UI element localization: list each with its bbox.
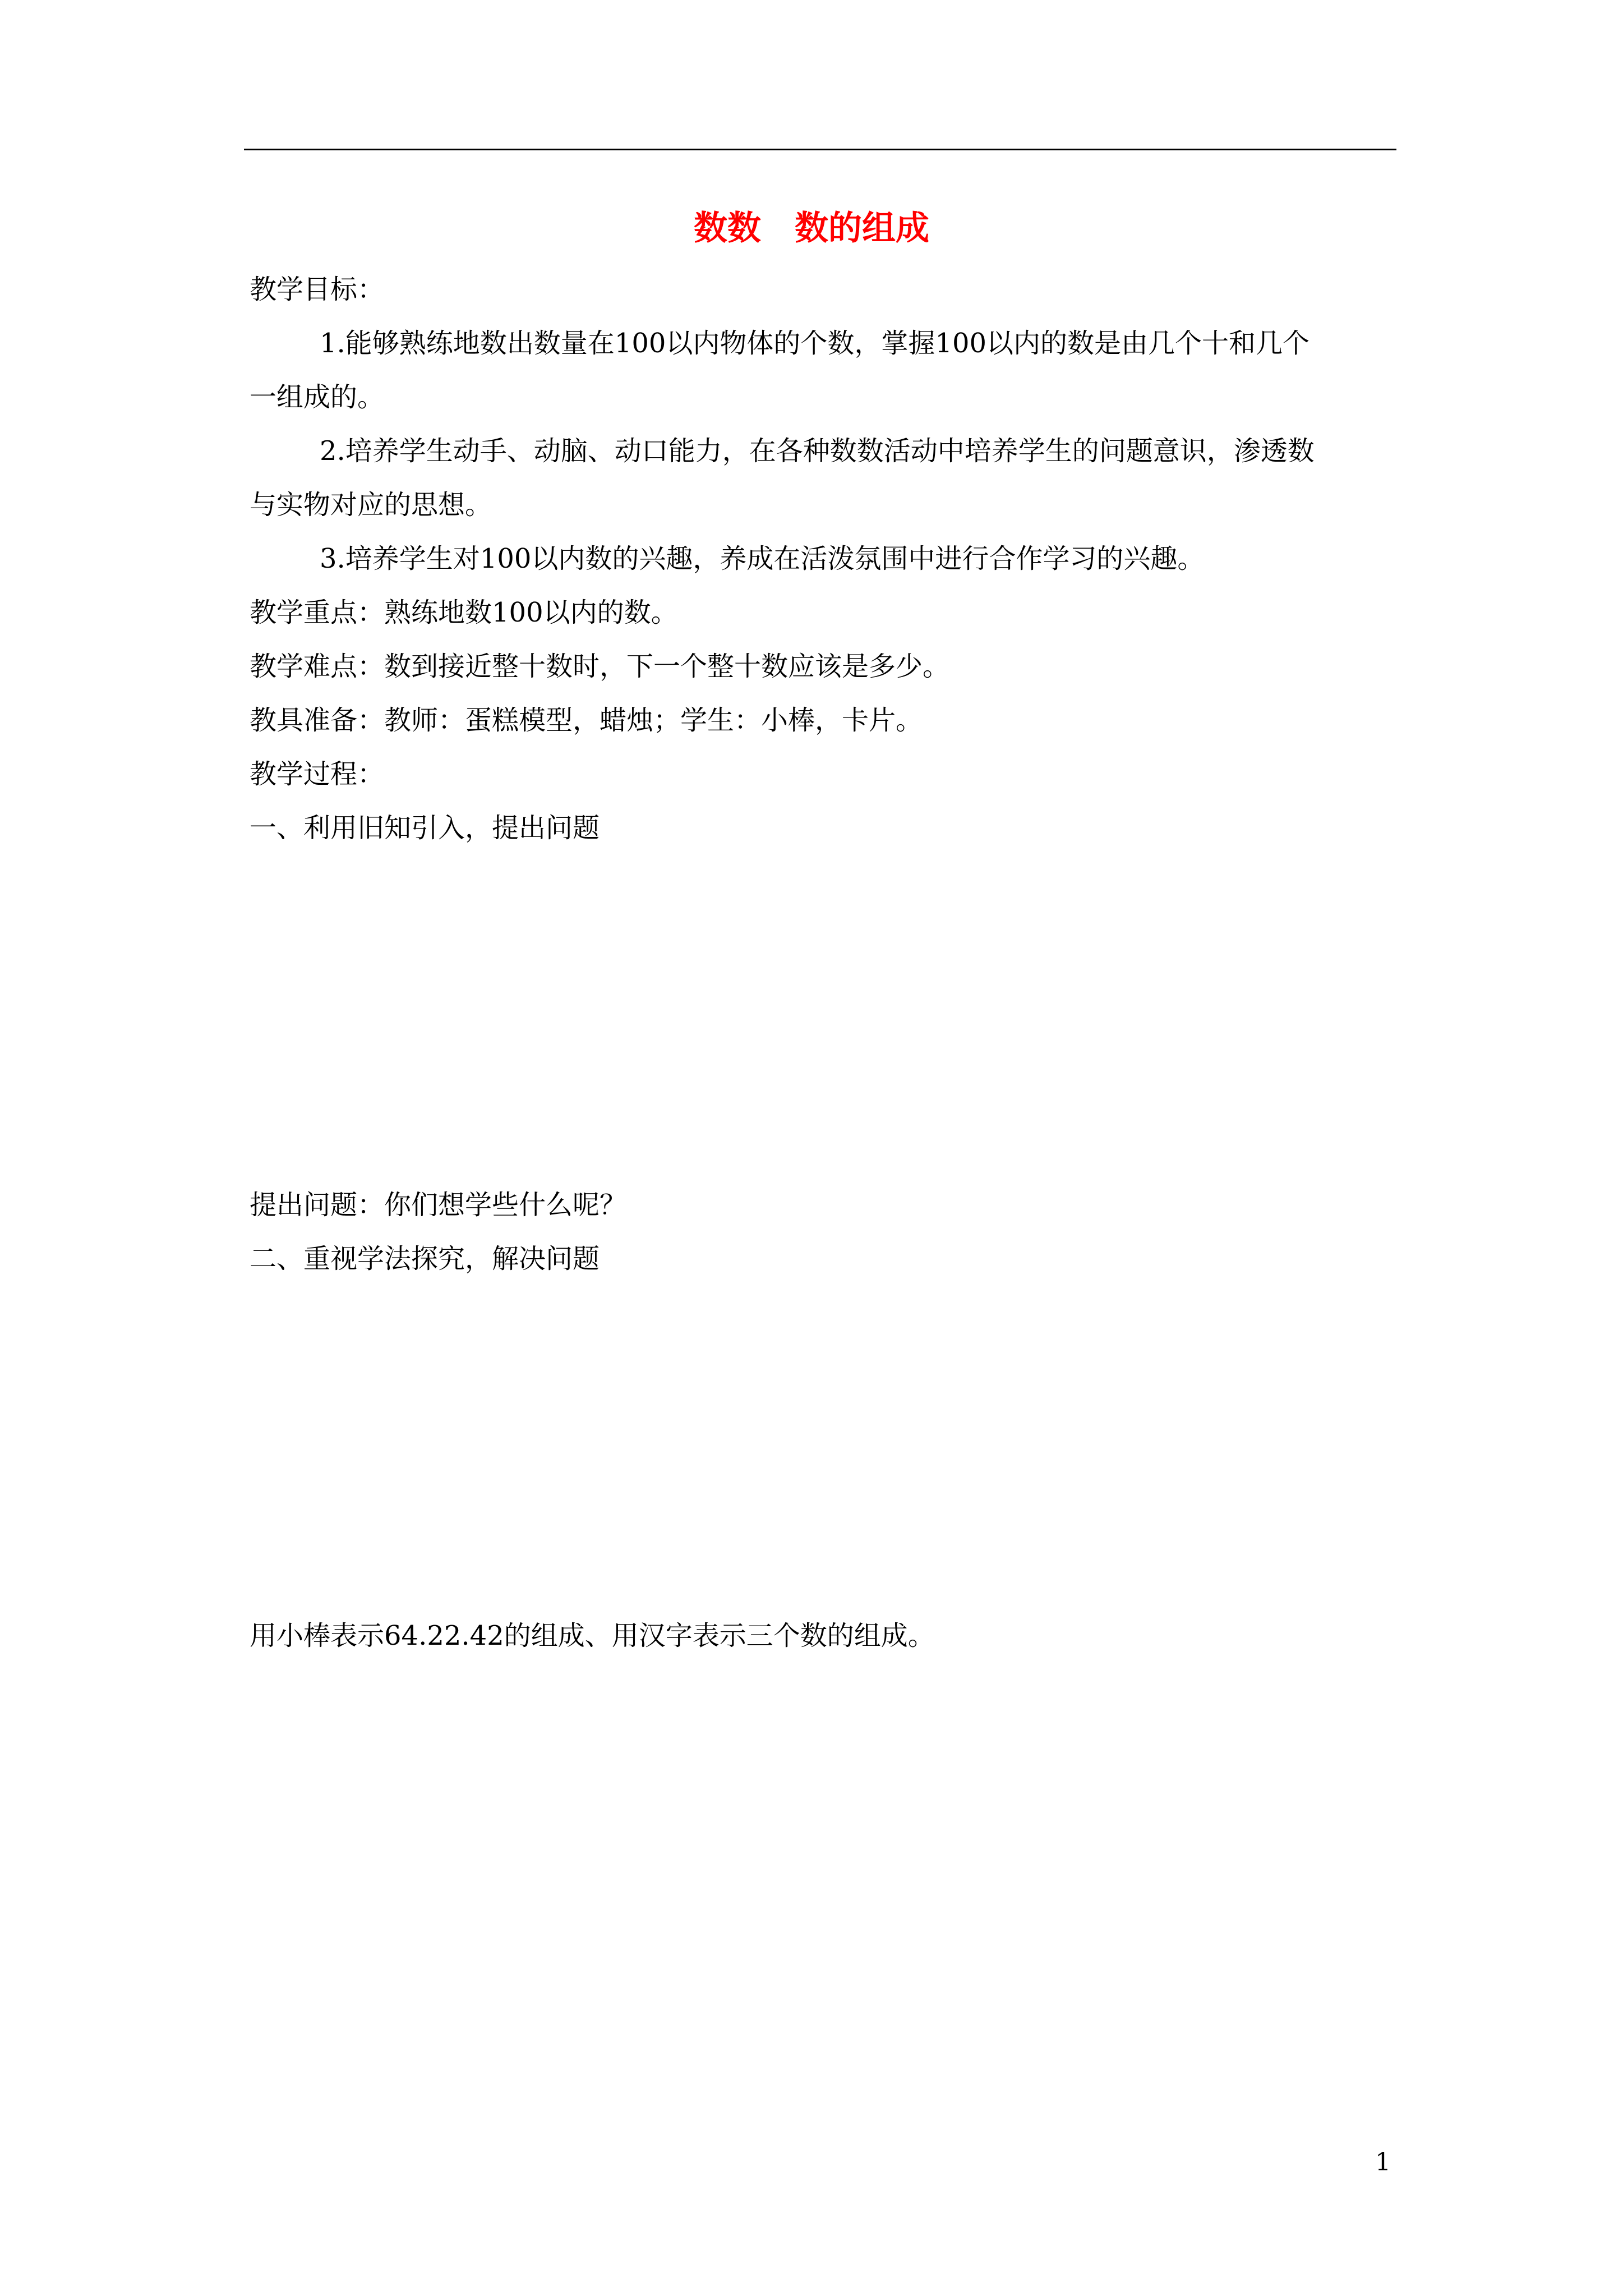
goal-item-3: 3.培养学生对100以内数的兴趣，养成在活泼氛围中进行合作学习的兴趣。 (320, 543, 1205, 574)
difficulty: 教学难点：数到接近整十数时，下一个整十数应该是多少。 (250, 651, 950, 682)
list-item (250, 855, 1394, 909)
sub-list-item (250, 1393, 1394, 1447)
card-description: 用小棒表示64.22.42的组成、用汉字表示三个数的组成。 (250, 1620, 935, 1651)
list-item (250, 1070, 1394, 1124)
list-item (250, 1501, 1394, 1555)
document-title: 数数 数的组成 (694, 209, 929, 248)
header-rule (244, 149, 1396, 150)
sub-list-item (250, 1555, 1394, 1609)
list-item (250, 963, 1394, 1016)
goal-item-2-line-1: 2.培养学生动手、动脑、动口能力，在各种数数活动中培养学生的问题意识，渗透数 (320, 435, 1315, 467)
sub-list-item (250, 1340, 1394, 1393)
section-1-heading: 一、利用旧知引入，提出问题 (250, 812, 600, 844)
process-heading: 教学过程： (250, 758, 385, 790)
list-item (250, 1124, 1394, 1178)
list-item (250, 1016, 1394, 1070)
circled-item (250, 1770, 1394, 1824)
page-number: 1 (1375, 2148, 1391, 2177)
goal-item-1-line-2: 一组成的。 (250, 381, 385, 413)
sub-list-item (250, 1447, 1394, 1501)
list-item (250, 1286, 1394, 1340)
document-body (250, 263, 1394, 2040)
circled-item (250, 1717, 1394, 1770)
key-point: 教学重点：熟练地数100以内的数。 (250, 597, 678, 628)
section-1-question: 提出问题：你们想学些什么呢？ (250, 1189, 627, 1221)
circled-item (250, 1878, 1394, 1932)
section-2-heading: 二、重视学法探究，解决问题 (250, 1243, 600, 1274)
list-item (250, 909, 1394, 963)
sub-list-item (250, 1663, 1394, 1717)
materials: 教具准备：教师：蛋糕模型，蜡烛；学生：小棒，卡片。 (250, 705, 923, 736)
goals-heading: 教学目标： (250, 274, 385, 305)
dialog-line (250, 1986, 1394, 2040)
sub-list-item (250, 1932, 1394, 1986)
circled-item (250, 1824, 1394, 1878)
goal-item-2-line-2: 与实物对应的思想。 (250, 489, 492, 521)
goal-item-1-line-1: 1.能够熟练地数出数量在100以内物体的个数，掌握100以内的数是由几个十和几个 (320, 328, 1310, 359)
